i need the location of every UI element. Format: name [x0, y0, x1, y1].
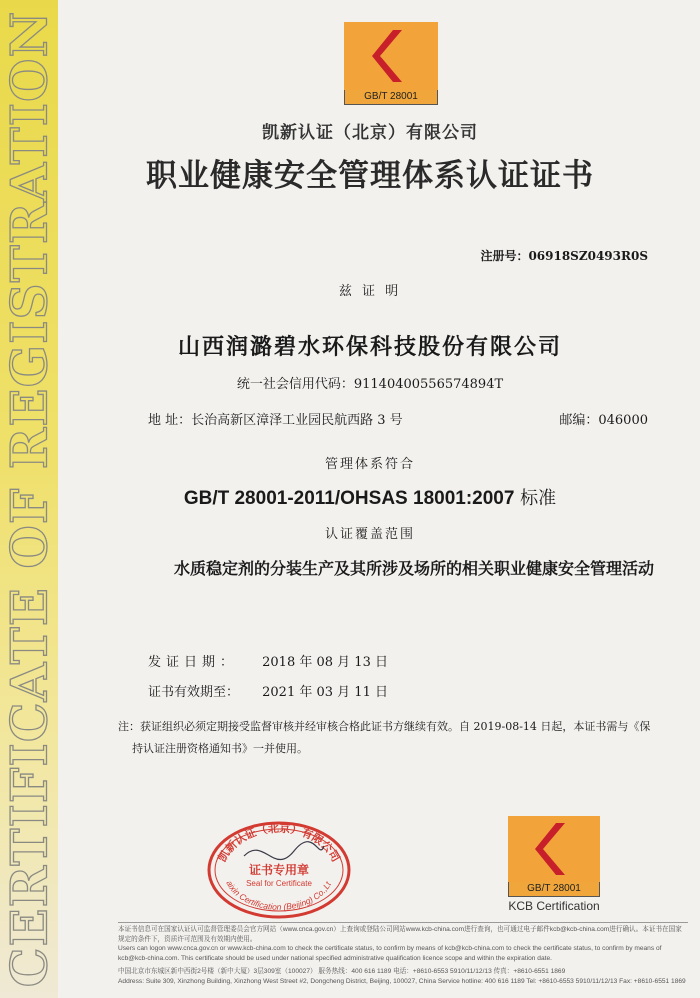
company-seal	[204, 816, 354, 920]
registration-number: 注册号：06918SZ0493R0S	[480, 249, 648, 263]
standard-code: GB/T 28001-2011/OHSAS 18001:2007	[183, 488, 515, 509]
footer-address-cn: 中国北京市东城区新中西街2号楼（新中大厦）3层309室（100027） 服务热线：400 616 1189 电话：+8610-6553 5910/11/12/13 传真：+8610-6551 1869	[118, 968, 566, 975]
signature-mark	[244, 842, 324, 860]
banner-text: CERTIFICATE OF REGISTRATION	[0, 10, 59, 988]
expiry-date-value: 2021 年 03 月 11 日	[262, 685, 388, 700]
logo-bottom-caption: GB/T 28001	[508, 882, 600, 897]
issue-date-value: 2018 年 08 月 13 日	[262, 655, 388, 670]
logo-top-caption: GB/T 28001	[344, 90, 438, 105]
kcb-logo-bottom	[508, 816, 600, 913]
certify-text: 兹 证 明	[338, 284, 402, 299]
seal-bottom-text: aixin Certification (Beijing) Co.,Lt	[224, 878, 333, 912]
certification-scope: 水质稳定剂的分装生产及其所涉及场所的相关职业健康安全管理活动	[174, 559, 655, 578]
postcode: 邮编：046000	[559, 413, 648, 428]
footer-info	[118, 922, 688, 986]
seal-center-text: 证书专用章	[248, 863, 310, 877]
expiry-date-label: 证书有效期至：	[148, 685, 240, 700]
seal-top-text: 凯新认证（北京）有限公司	[215, 821, 343, 865]
expiry-date-row	[148, 681, 388, 700]
svg-text:凯新认证（北京）有限公司	[215, 821, 343, 864]
scope-label: 认证覆盖范围	[324, 527, 415, 542]
footer-cn: 本证书信息可在国家认证认可监督管理委员会官方网站（www.cnca.gov.cn）上查询或登陆公司网站www.kcb-china.com进行查询，也可通过电子邮件kcb@kcb-china.com进行确认。本证书在国家规定的条件下，资质许可范围及有效期内使用。	[118, 926, 682, 943]
holder-address: 地 址：长治高新区漳泽工业园民航西路 3 号	[148, 413, 403, 428]
credit-code: 统一社会信用代码：91140400556574894T	[236, 377, 504, 392]
issuer-name: 凯新认证（北京）有限公司	[262, 123, 478, 143]
kcb-chevron-icon-bottom	[508, 816, 600, 882]
seal-english: Seal for Certificate	[246, 879, 312, 888]
standard-line	[0, 484, 700, 510]
note-line-2: 持认证注册资格通知书》一并使用。	[132, 742, 308, 755]
standard-suffix: 标准	[520, 488, 557, 509]
issue-date-row	[148, 651, 388, 670]
issue-date-label: 发证日期：	[148, 655, 239, 670]
footer-en: Users can logon www.cnca.gov.cn or www.kcb-china.com to check the certificate status, to confirm by means of kcb@kcb-china.com to check the certificate status, to confirm by means of kcb@kcb-china.com. This certificate should be used under national specified administrative qualification licence scope and within the expiration date.	[118, 945, 662, 962]
kcb-brand-name: KCB Certification	[508, 899, 600, 913]
holder-name: 山西润潞碧水环保科技股份有限公司	[177, 335, 562, 360]
footer-address-en: Address: Suite 309, Xinzhong Building, Xinzhong West Street #2, Dongcheng District, Beijing, 100027, China Service hotline: 400 616 1189 Tel: +8610-6553 5910/11/12/13 Fax: +8610-6551 1869	[118, 977, 686, 985]
kcb-logo-top	[344, 22, 438, 102]
conform-label: 管理体系符合	[324, 457, 415, 472]
certificate-title: 职业健康安全管理体系认证证书	[146, 158, 594, 194]
note-line-1: 注：获证组织必须定期接受监督审核并经审核合格此证书方继续有效。自 2019-08-14 日起，本证书需与《保	[118, 720, 651, 733]
kcb-chevron-icon	[344, 22, 438, 90]
validity-note	[118, 716, 666, 760]
